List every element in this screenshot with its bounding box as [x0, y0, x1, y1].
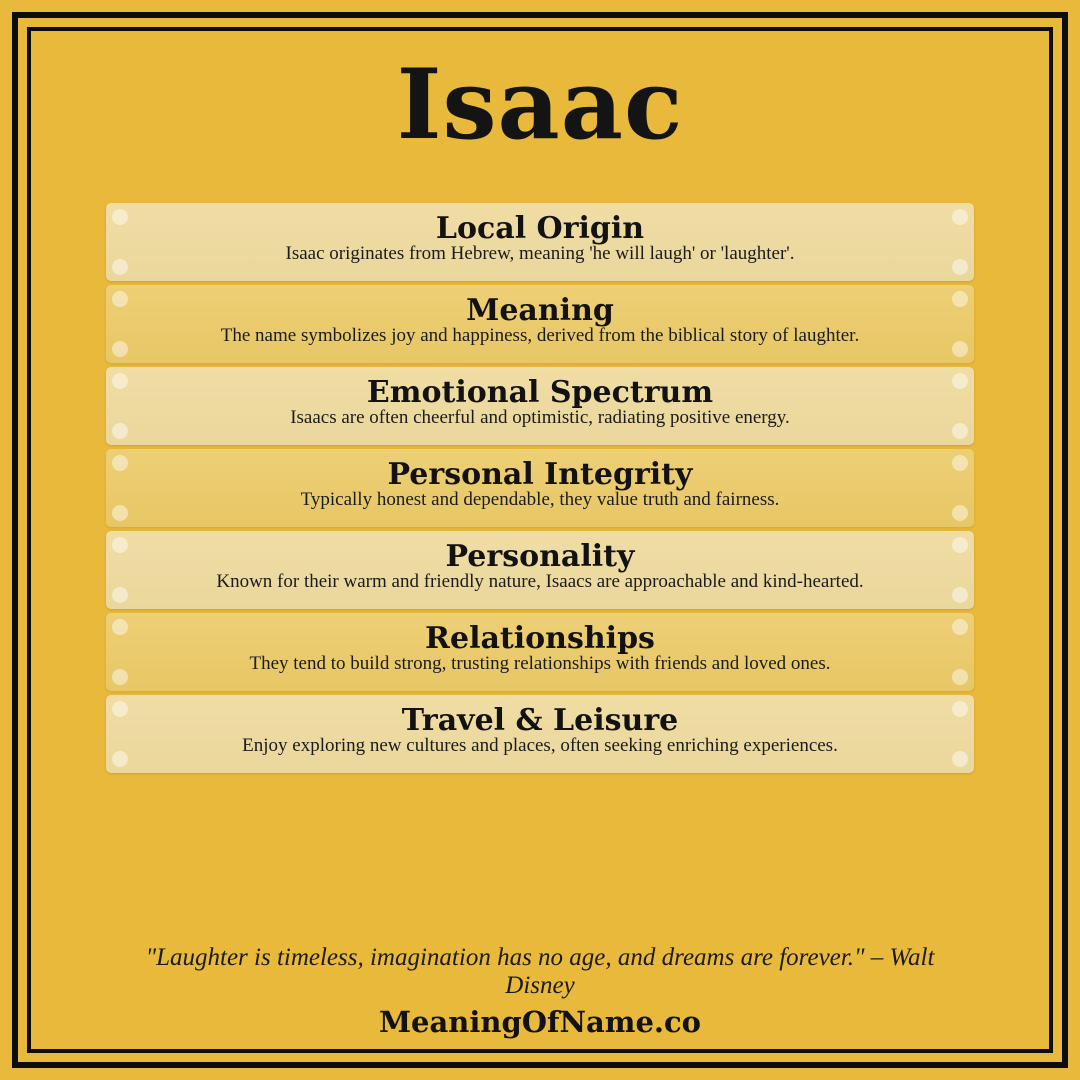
attribute-card-travel-leisure: [106, 695, 974, 773]
poster-footer: [106, 944, 974, 1050]
knob-icon: [112, 209, 128, 225]
attribute-card-meaning: [106, 285, 974, 363]
knob-icon: [112, 455, 128, 471]
knob-icon: [952, 455, 968, 471]
knob-icon: [952, 587, 968, 603]
card-heading: Emotional Spectrum: [366, 375, 714, 410]
attribute-card-local-origin: [106, 203, 974, 281]
knob-icon: [952, 701, 968, 717]
brand-label: MeaningOfName.co: [378, 1005, 702, 1039]
card-body: Isaac originates from Hebrew, meaning 'he will laugh' or 'laughter'.: [285, 242, 795, 264]
knob-icon: [952, 537, 968, 553]
quote-text: "Laughter is timeless, imagination has no age, and dreams are forever." – Walt Disney: [145, 943, 935, 1000]
knob-icon: [112, 537, 128, 553]
card-body: Known for their warm and friendly nature, Isaacs are approachable and kind-hearted.: [216, 570, 864, 592]
knob-icon: [952, 341, 968, 357]
card-body: Enjoy exploring new cultures and places, often seeking enriching experiences.: [242, 734, 838, 756]
page-title: Isaac: [396, 48, 684, 161]
knob-icon: [952, 505, 968, 521]
card-body: Typically honest and dependable, they value truth and fairness.: [300, 488, 780, 510]
card-heading: Personal Integrity: [387, 457, 693, 492]
knob-icon: [952, 373, 968, 389]
knob-icon: [112, 619, 128, 635]
knob-icon: [952, 291, 968, 307]
card-heading: Personality: [445, 539, 635, 574]
knob-icon: [952, 751, 968, 767]
knob-icon: [112, 751, 128, 767]
attribute-card-emotional-spectrum: [106, 367, 974, 445]
card-body: The name symbolizes joy and happiness, derived from the biblical story of laughter.: [220, 324, 860, 346]
knob-icon: [112, 701, 128, 717]
card-heading: Travel & Leisure: [401, 703, 679, 738]
poster-content: [31, 31, 1049, 1049]
card-body: They tend to build strong, trusting relationships with friends and loved ones.: [249, 652, 831, 674]
attribute-card-personal-integrity: [106, 449, 974, 527]
knob-icon: [112, 587, 128, 603]
knob-icon: [952, 209, 968, 225]
knob-icon: [112, 423, 128, 439]
attribute-card-list: [106, 203, 974, 777]
attribute-card-personality: [106, 531, 974, 609]
knob-icon: [112, 259, 128, 275]
card-body: Isaacs are often cheerful and optimistic, radiating positive energy.: [290, 406, 790, 428]
card-heading: Meaning: [466, 293, 614, 328]
card-heading: Relationships: [425, 621, 655, 656]
knob-icon: [112, 505, 128, 521]
knob-icon: [952, 619, 968, 635]
knob-icon: [112, 669, 128, 685]
knob-icon: [952, 669, 968, 685]
knob-icon: [112, 373, 128, 389]
knob-icon: [112, 341, 128, 357]
card-heading: Local Origin: [435, 211, 645, 246]
attribute-card-relationships: [106, 613, 974, 691]
knob-icon: [952, 423, 968, 439]
knob-icon: [112, 291, 128, 307]
knob-icon: [952, 259, 968, 275]
